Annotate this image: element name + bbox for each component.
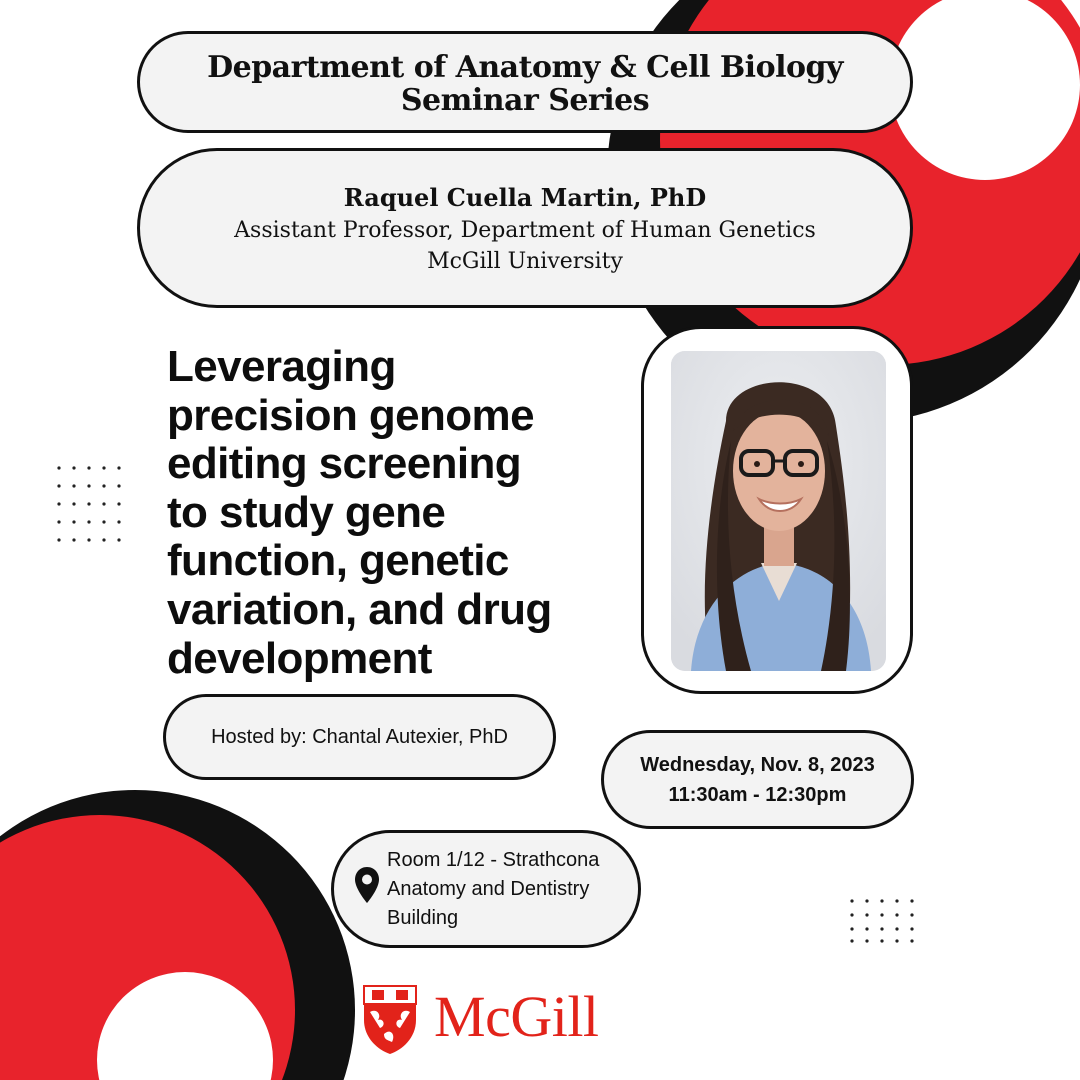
event-date: Wednesday, Nov. 8, 2023 [640,754,875,776]
speaker-photo [671,351,886,671]
location-line: Anatomy and Dentistry [387,878,590,900]
mcgill-logo [362,982,652,1058]
speaker-institution: McGill University [427,249,623,274]
map-pin-icon [354,866,380,904]
dot-grid-right [848,897,918,945]
dot-grid-left [55,464,125,544]
speaker-name: Raquel Cuella Martin, PhD [343,183,707,212]
talk-title [167,343,627,683]
talk-title-line: development [167,633,432,683]
speaker-pill [137,148,913,308]
speaker-position: Assistant Professor, Department of Human Genetics [234,218,816,243]
department-name: Department of Anatomy & Cell Biology [207,50,843,85]
location-line: Room 1/12 - Strathcona [387,849,600,871]
location-pill [331,830,641,948]
talk-title-line: precision genome [167,390,534,440]
datetime-pill [601,730,914,829]
host-label: Hosted by: Chantal Autexier, PhD [211,726,508,748]
event-time: 11:30am - 12:30pm [668,784,847,806]
talk-title-line: function, genetic [167,536,509,586]
location-line: Building [387,907,459,929]
talk-title-line: Leveraging [167,342,396,391]
seminar-series-pill [137,31,913,133]
series-name: Seminar Series [400,83,650,118]
mcgill-wordmark: McGill [434,984,599,1049]
talk-title-line: variation, and drug [167,584,552,634]
talk-title-line: editing screening [167,439,522,489]
talk-title-line: to study gene [167,487,446,537]
mcgill-shield-icon [362,984,418,1056]
bottom-left-ring [0,790,355,1080]
host-pill [163,694,556,780]
speaker-photo-frame [641,326,913,694]
